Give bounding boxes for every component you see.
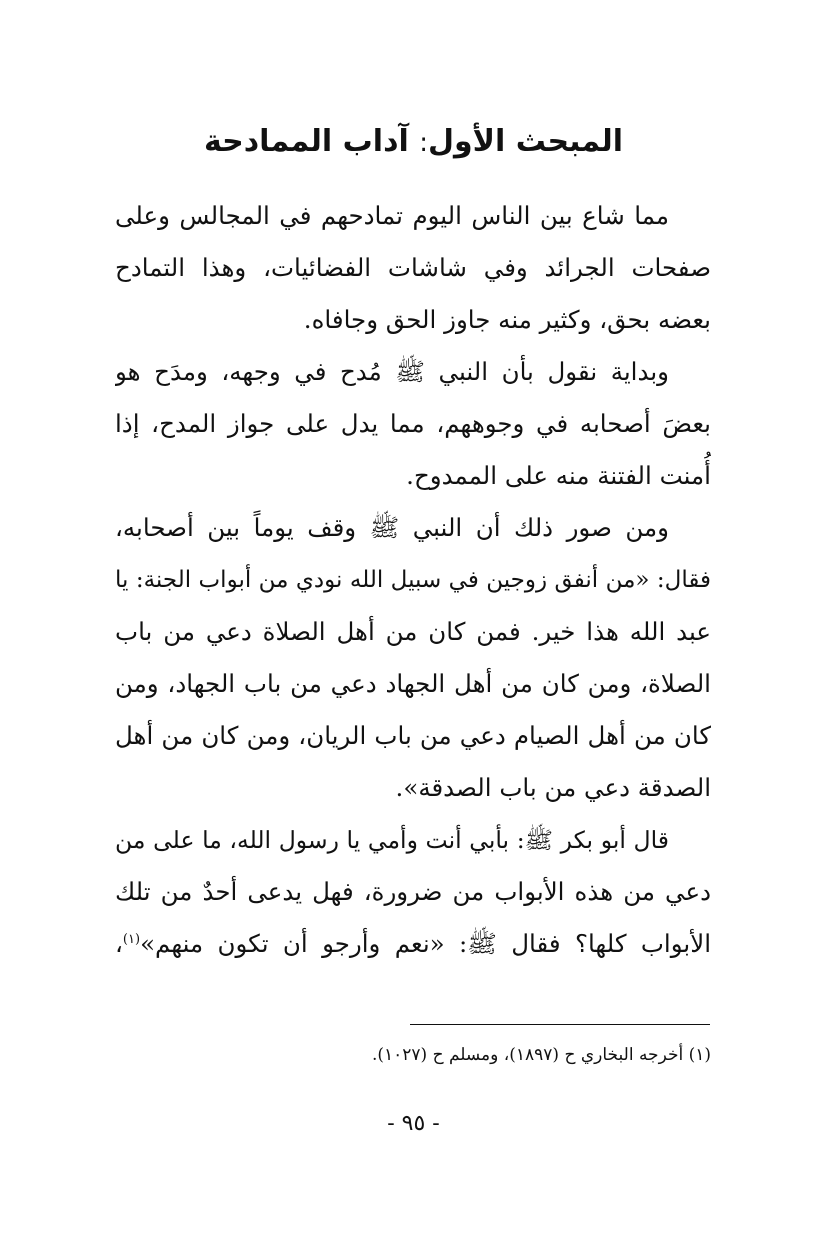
body-text (115, 190, 711, 970)
text-line: أُمنت الفتنة منه على الممدوح. (406, 461, 711, 490)
text-line: بعضه بحق، وكثير منه جاوز الحق وجافاه. (303, 305, 711, 334)
section-heading (0, 118, 827, 167)
footnote-divider (410, 1024, 710, 1025)
section-title: المبحث الأول (428, 124, 624, 159)
text-line: كان من أهل الصيام دعي من باب الريان، ومن كان من أهل (115, 721, 711, 750)
page-number: - ٩٥ - (387, 1111, 440, 1136)
footnote-reference[interactable]: (١) (122, 931, 141, 947)
trailing-comma: ، (115, 929, 123, 958)
text-line: وبداية نقول بأن النبي ﷺ مُدح في وجهه، ومدَح هو (115, 357, 669, 386)
text-line: ومن صور ذلك أن النبي ﷺ وقف يوماً بين أصحابه، (115, 513, 669, 542)
text-line: الصلاة، ومن كان من أهل الجهاد دعي من باب الجهاد، ومن (115, 669, 711, 698)
text-line: بعضَ أصحابه في وجوههم، مما يدل على جواز المدح، إذا (115, 409, 711, 438)
section-subtitle: آداب الممادحة (203, 124, 409, 159)
text-line-last (115, 918, 711, 970)
text-line: دعي من هذه الأبواب من ضرورة، فهل يدعى أحدٌ من تلك (115, 877, 711, 906)
text-line: صفحات الجرائد وفي شاشات الفضائيات، وهذا التمادح (115, 253, 711, 282)
text-line: الصدقة دعي من باب الصدقة». (395, 773, 711, 802)
text-line-content: الأبواب كلها؟ فقال ﷺ: «نعم وأرجو أن تكون منهم» (140, 929, 711, 958)
text-line: مما شاع بين الناس اليوم تمادحهم في المجالس وعلى (115, 201, 669, 230)
heading-separator: : (419, 128, 428, 158)
text-line: عبد الله هذا خير. فمن كان من أهل الصلاة دعي من باب (115, 617, 711, 646)
footnote: (١) أخرجه البخاري ح (١٨٩٧)، ومسلم ح (١٠٢٧). (371, 1045, 711, 1065)
text-line: فقال: «من أنفق زوجين في سبيل الله نودي من أبواب الجنة: يا (115, 567, 711, 593)
text-line: قال أبو بكر ﷺ: بأبي أنت وأمي يا رسول الله، ما على من (115, 826, 669, 854)
